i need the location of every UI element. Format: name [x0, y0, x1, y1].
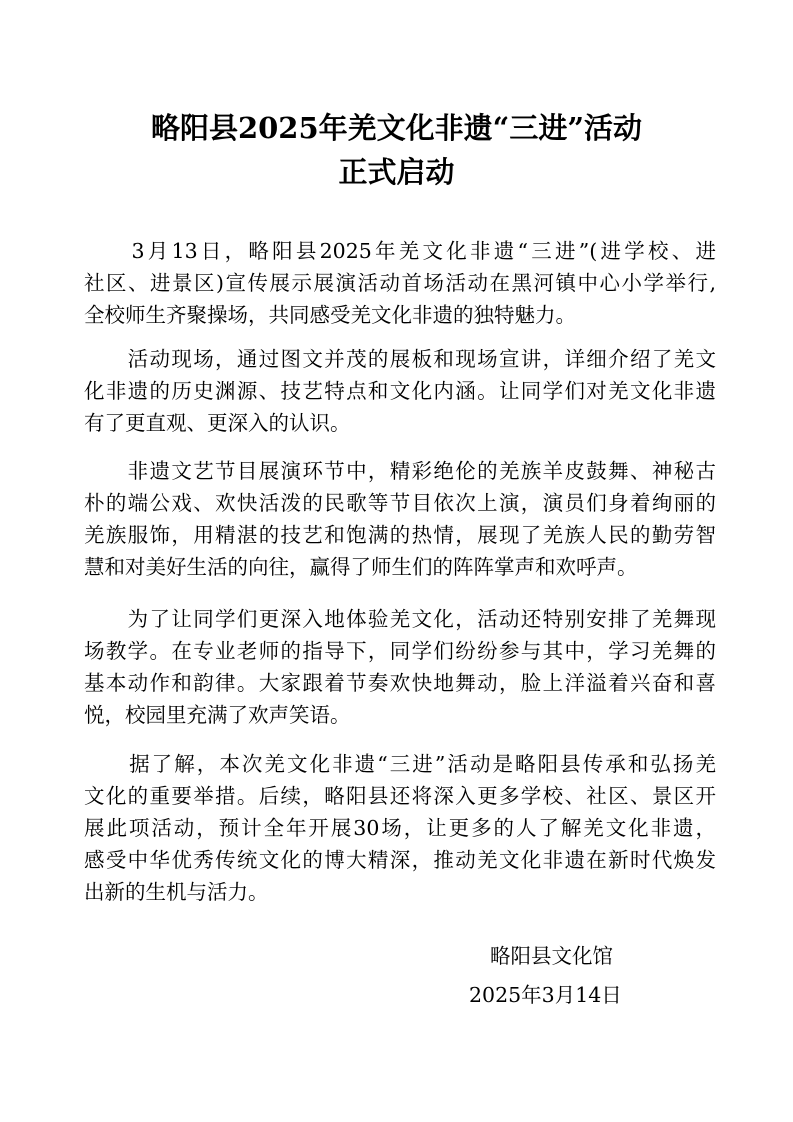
paragraph-3-line-1: 非遗文艺节目展演环节中，精彩绝伦的羌族羊皮鼓舞、神秘古 — [84, 459, 716, 483]
paragraph-1-line-2: 社区、进景区)宣传展示展演活动首场活动在黑河镇中心小学举行, — [84, 271, 716, 295]
signature-organization: 略阳县文化馆 — [490, 944, 613, 968]
title-line-2: 正式启动 — [338, 155, 455, 189]
paragraph-1-line-1: 3月13日，略阳县2025年羌文化非遗“三进”(进学校、进 — [84, 239, 716, 263]
title-line-1: 略阳县2025年羌文化非遗“三进”活动 — [150, 111, 643, 145]
paragraph-2-line-2: 化非遗的历史渊源、技艺特点和文化内涵。让同学们对羌文化非遗 — [84, 379, 716, 403]
paragraph-3-line-2: 朴的端公戏、欢快活泼的民歌等节目依次上演，演员们身着绚丽的 — [84, 491, 716, 515]
paragraph-3-line-4: 慧和对美好生活的向往，赢得了师生们的阵阵掌声和欢呼声。 — [84, 555, 638, 579]
paragraph-5-line-3: 展此项活动，预计全年开展30场，让更多的人了解羌文化非遗， — [84, 816, 716, 840]
paragraph-5-line-5: 出新的生机与活力。 — [84, 880, 269, 904]
paragraph-4-line-4: 悦，校园里充满了欢声笑语。 — [84, 703, 351, 727]
paragraph-5-line-2: 文化的重要举措。后续，略阳县还将深入更多学校、社区、景区开 — [84, 784, 716, 808]
paragraph-4-line-2: 场教学。在专业老师的指导下，同学们纷纷参与其中，学习羌舞的 — [84, 639, 716, 663]
paragraph-2-line-3: 有了更直观、更深入的认识。 — [84, 411, 351, 435]
paragraph-3-line-3: 羌族服饰，用精湛的技艺和饱满的热情，展现了羌族人民的勤劳智 — [84, 523, 716, 547]
signature-date: 2025年3月14日 — [469, 983, 622, 1007]
paragraph-2-line-1: 活动现场，通过图文并茂的展板和现场宣讲，详细介绍了羌文 — [84, 347, 716, 371]
paragraph-1-line-3: 全校师生齐聚操场，共同感受羌文化非遗的独特魅力。 — [84, 303, 576, 327]
paragraph-4-line-3: 基本动作和韵律。大家跟着节奏欢快地舞动，脸上洋溢着兴奋和喜 — [84, 671, 716, 695]
paragraph-5-line-4: 感受中华优秀传统文化的博大精深，推动羌文化非遗在新时代焕发 — [84, 848, 716, 872]
paragraph-4-line-1: 为了让同学们更深入地体验羌文化，活动还特别安排了羌舞现 — [84, 607, 716, 631]
paragraph-5-line-1: 据了解，本次羌文化非遗“三进”活动是略阳县传承和弘扬羌 — [84, 752, 716, 776]
